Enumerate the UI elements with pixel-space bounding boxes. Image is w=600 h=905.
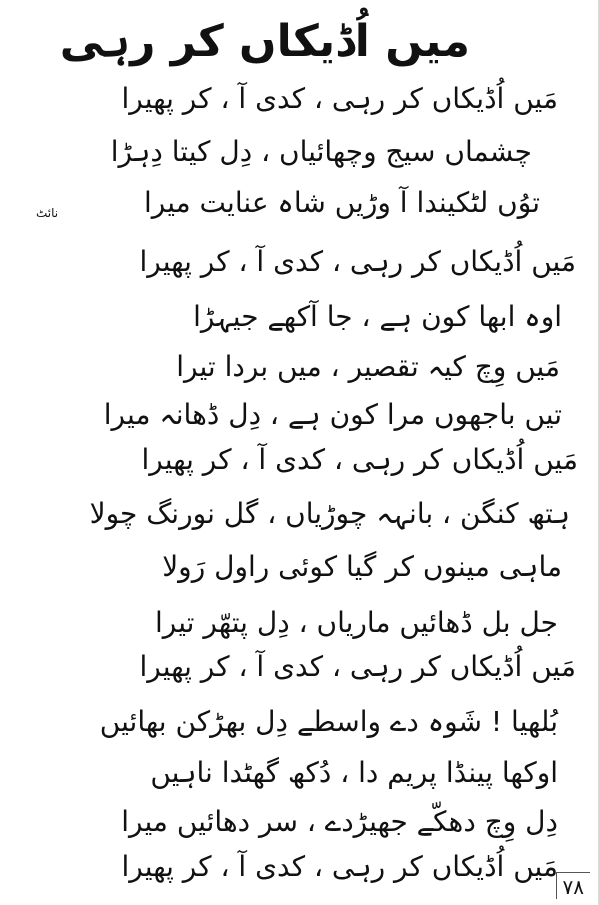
verse-line: ہتھ کنگن ، بانہہ چوڑیاں ، گل نورنگ چولا [89,497,570,530]
margin-note: نائٹ [36,206,59,220]
verse-line: دِل وِچ دھکّے جھیڑدے ، سر دھائیں میرا [121,805,558,838]
verse-line: مَیں اُڈیکاں کر رہی ، کدی آ ، کر پھیرا [121,82,558,115]
verse-line: مَیں وِچ کیہ تقصیر ، میں بردا تیرا [176,350,560,383]
verse-line: چشماں سیج وچھائیاں ، دِل کیتا دِہڑا [110,135,532,168]
poem-title: میں اُڈیکاں کر رہی [59,16,470,67]
verse-line: بُلھیا ! شَوہ دے واسطے دِل بھڑکن بھائیں [99,705,558,738]
verse-line: تیں باجھوں مرا کون ہے ، دِل ڈھانہ میرا [103,398,562,431]
page-number: ۷۸ [556,872,590,899]
verse-line: مَیں اُڈیکاں کر رہی ، کدی آ ، کر پھیرا [139,650,576,683]
verse-line: مَیں اُڈیکاں کر رہی ، کدی آ ، کر پھیرا [141,443,578,476]
verse-line: توُں لٹکیندا آ وڑیں شاہ عنایت میرا [143,186,540,219]
verse-line: اوہ ابھا کون ہے ، جا آکھے جیہڑا [193,300,562,333]
verse-line: مَیں اُڈیکاں کر رہی ، کدی آ ، کر پھیرا [139,245,576,278]
verse-line: مَیں اُڈیکاں کر رہی ، کدی آ ، کر پھیرا [121,850,558,883]
verse-line: اوکھا پینڈا پریم دا ، دُکھ گھٹدا ناہیں [150,756,558,789]
verse-line: ماہی مینوں کر گیا کوئی راول رَولا [162,550,562,583]
verse-line: جل بل ڈھائیں ماریاں ، دِل پتھّر تیرا [155,606,558,639]
